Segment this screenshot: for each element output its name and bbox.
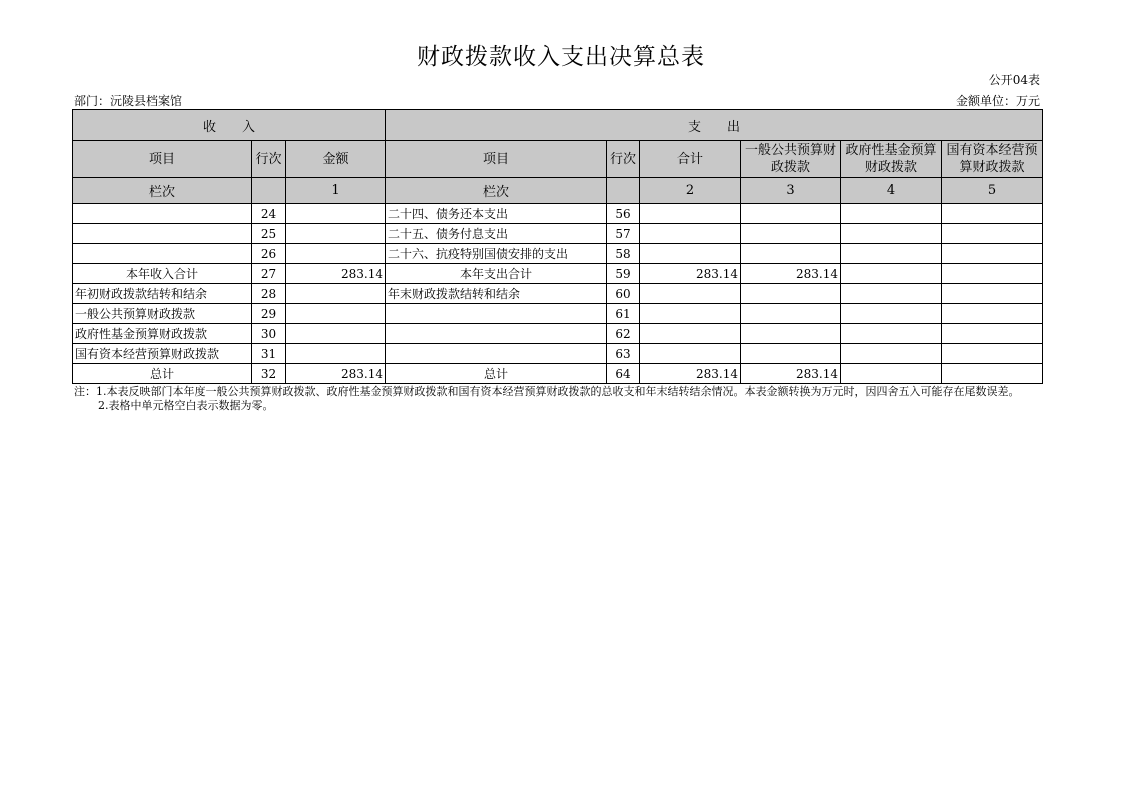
fund-budget-cell <box>841 284 942 304</box>
expense-item-cell: 年末财政拨款结转和结余 <box>386 284 607 304</box>
column-index-5: 5 <box>942 178 1043 204</box>
form-number: 公开04表 <box>988 73 1040 87</box>
budget-table <box>72 109 1043 384</box>
general-budget-cell <box>741 204 841 224</box>
column-index-label: 栏次 <box>73 178 252 204</box>
expense-total-cell <box>640 284 741 304</box>
table-row <box>73 324 1043 344</box>
state-capital-cell <box>942 224 1043 244</box>
expense-row-no-cell: 56 <box>607 204 640 224</box>
income-item-cell <box>73 224 252 244</box>
fund-budget-cell <box>841 324 942 344</box>
expense-total-cell <box>640 324 741 344</box>
fund-budget-cell <box>841 364 942 384</box>
income-amount-cell <box>286 344 386 364</box>
table-row <box>73 224 1043 244</box>
expense-total-cell <box>640 344 741 364</box>
column-index-2: 2 <box>640 178 741 204</box>
note-2: 2.表格中单元格空白表示数据为零。 <box>98 399 274 412</box>
expense-item-cell: 总计 <box>386 364 607 384</box>
general-budget-cell <box>741 304 841 324</box>
header-row-columns <box>73 141 1043 178</box>
income-row-no-cell: 26 <box>252 244 286 264</box>
income-amount-cell <box>286 324 386 344</box>
column-index-1: 1 <box>286 178 386 204</box>
income-amount-header: 金额 <box>286 141 386 178</box>
table-row-annual-total <box>73 264 1043 284</box>
header-row-column-index <box>73 178 1043 204</box>
expense-total-cell: 283.14 <box>640 264 741 284</box>
state-capital-cell <box>942 244 1043 264</box>
table-row <box>73 204 1043 224</box>
income-row-no-cell: 31 <box>252 344 286 364</box>
expense-row-no-cell: 64 <box>607 364 640 384</box>
income-item-cell: 年初财政拨款结转和结余 <box>73 284 252 304</box>
general-budget-cell <box>741 224 841 244</box>
state-capital-cell <box>942 364 1043 384</box>
header-row-sections <box>73 110 1043 141</box>
table-row-grand-total <box>73 364 1043 384</box>
income-row-no-cell: 30 <box>252 324 286 344</box>
income-amount-cell: 283.14 <box>286 264 386 284</box>
note-1: 注：1.本表反映部门本年度一般公共预算财政拨款、政府性基金预算财政拨款和国有资本经营预算财政拨款的总收支和年末结转结余情况。本表金额转换为万元时，因四舍五入可能存在尾数误差。 <box>74 385 1020 398</box>
state-capital-cell <box>942 324 1043 344</box>
income-row-no-cell: 29 <box>252 304 286 324</box>
expense-item-cell <box>386 324 607 344</box>
department-label: 部门：沅陵县档案馆 <box>74 94 183 108</box>
income-amount-cell <box>286 284 386 304</box>
column-index-empty-2 <box>607 178 640 204</box>
expense-total-cell <box>640 304 741 324</box>
expense-item-cell: 二十六、抗疫特别国债安排的支出 <box>386 244 607 264</box>
expense-total-cell <box>640 244 741 264</box>
page-title: 财政拨款收入支出决算总表 <box>417 44 705 70</box>
income-item-cell <box>73 204 252 224</box>
column-index-label-2: 栏次 <box>386 178 607 204</box>
state-capital-cell <box>942 304 1043 324</box>
fund-budget-cell <box>841 344 942 364</box>
income-row-no-cell: 32 <box>252 364 286 384</box>
income-item-cell <box>73 244 252 264</box>
general-budget-cell <box>741 344 841 364</box>
income-amount-cell: 283.14 <box>286 364 386 384</box>
state-capital-header: 国有资本经营预算财政拨款 <box>942 141 1043 178</box>
general-budget-cell <box>741 284 841 304</box>
income-item-cell: 总计 <box>73 364 252 384</box>
income-row-no-cell: 27 <box>252 264 286 284</box>
state-capital-cell <box>942 344 1043 364</box>
fund-budget-cell <box>841 304 942 324</box>
expense-row-no-cell: 59 <box>607 264 640 284</box>
notes <box>74 385 1044 413</box>
state-capital-cell <box>942 284 1043 304</box>
expense-total-header: 合计 <box>640 141 741 178</box>
column-index-4: 4 <box>841 178 942 204</box>
state-capital-cell <box>942 264 1043 284</box>
table-row <box>73 284 1043 304</box>
table-row <box>73 344 1043 364</box>
column-index-empty <box>252 178 286 204</box>
income-header: 收 入 <box>73 110 386 141</box>
income-row-no-header: 行次 <box>252 141 286 178</box>
income-item-cell: 国有资本经营预算财政拨款 <box>73 344 252 364</box>
general-budget-cell: 283.14 <box>741 364 841 384</box>
expense-item-header: 项目 <box>386 141 607 178</box>
expense-total-cell: 283.14 <box>640 364 741 384</box>
fund-budget-cell <box>841 264 942 284</box>
income-item-cell: 本年收入合计 <box>73 264 252 284</box>
income-amount-cell <box>286 224 386 244</box>
income-amount-cell <box>286 304 386 324</box>
expense-item-cell <box>386 304 607 324</box>
income-item-cell: 一般公共预算财政拨款 <box>73 304 252 324</box>
expense-total-cell <box>640 204 741 224</box>
expense-item-cell <box>386 344 607 364</box>
expense-row-no-cell: 57 <box>607 224 640 244</box>
expense-row-no-cell: 62 <box>607 324 640 344</box>
expense-item-cell: 二十五、债务付息支出 <box>386 224 607 244</box>
fund-budget-header: 政府性基金预算财政拨款 <box>841 141 942 178</box>
fund-budget-cell <box>841 244 942 264</box>
fund-budget-cell <box>841 224 942 244</box>
income-item-cell: 政府性基金预算财政拨款 <box>73 324 252 344</box>
expense-row-no-header: 行次 <box>607 141 640 178</box>
expense-item-cell: 本年支出合计 <box>386 264 607 284</box>
table-row <box>73 244 1043 264</box>
general-budget-cell: 283.14 <box>741 264 841 284</box>
expense-header: 支 出 <box>386 110 1043 141</box>
expense-row-no-cell: 61 <box>607 304 640 324</box>
income-amount-cell <box>286 244 386 264</box>
expense-row-no-cell: 58 <box>607 244 640 264</box>
state-capital-cell <box>942 204 1043 224</box>
income-row-no-cell: 28 <box>252 284 286 304</box>
expense-item-cell: 二十四、债务还本支出 <box>386 204 607 224</box>
income-item-header: 项目 <box>73 141 252 178</box>
column-index-3: 3 <box>741 178 841 204</box>
expense-total-cell <box>640 224 741 244</box>
income-row-no-cell: 24 <box>252 204 286 224</box>
expense-row-no-cell: 60 <box>607 284 640 304</box>
fund-budget-cell <box>841 204 942 224</box>
amount-unit-label: 金额单位：万元 <box>955 94 1040 108</box>
income-row-no-cell: 25 <box>252 224 286 244</box>
general-budget-cell <box>741 244 841 264</box>
general-budget-cell <box>741 324 841 344</box>
general-budget-header: 一般公共预算财政拨款 <box>741 141 841 178</box>
table-row <box>73 304 1043 324</box>
income-amount-cell <box>286 204 386 224</box>
expense-row-no-cell: 63 <box>607 344 640 364</box>
